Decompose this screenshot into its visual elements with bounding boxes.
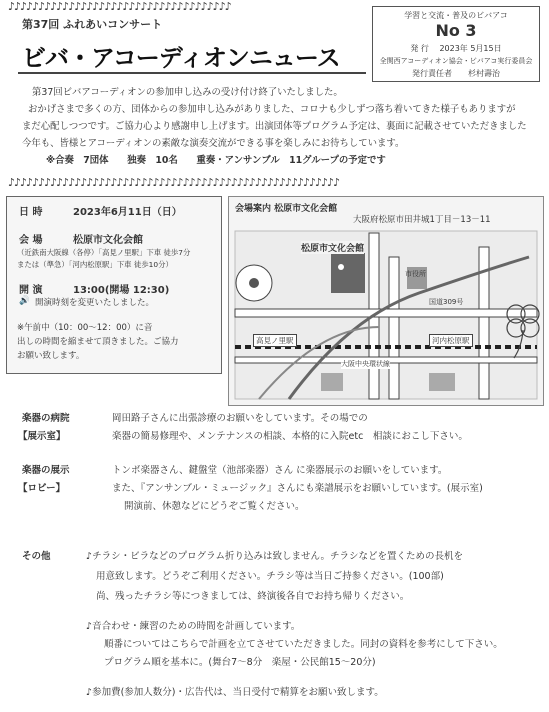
venue-label: 会 場 bbox=[19, 235, 43, 246]
others-text: 順番についてはこちらで計画を立てさせていただきました。同封の資料を参考にして下さい。 bbox=[104, 639, 503, 650]
others-text: 用意致します。どうぞご利用ください。チラシ等は当日ご持参ください。(100部) bbox=[96, 571, 444, 582]
open-time: 13:00(開場 12:30) bbox=[73, 285, 170, 296]
section-sublabel: 【ロビー】 bbox=[18, 483, 66, 494]
section-label: 楽器の病院 bbox=[22, 413, 70, 424]
map-venue-label: 松原市文化会館 bbox=[301, 241, 364, 254]
section-label: 楽器の展示 bbox=[22, 465, 70, 476]
rehearsal-note: ※午前中（10：00〜12：00）に音 bbox=[17, 323, 153, 333]
newsletter-title: ビバ・アコーディオンニュース bbox=[22, 44, 340, 72]
venue-map bbox=[228, 196, 544, 406]
others-text: ♪音合わせ・練習のための時間を計画しています。 bbox=[86, 621, 301, 632]
rehearsal-note: お願い致します。 bbox=[17, 351, 85, 361]
clover-decoration bbox=[500, 300, 544, 360]
section-text: また、『アンサンブル・ミュージック』さんにも楽譜展示をお願いしています。(展示室) bbox=[112, 483, 483, 494]
station-label: 高見ノ里駅 bbox=[253, 334, 297, 347]
speaker-icon: 🔊 bbox=[19, 296, 30, 306]
issue-number: No 3 bbox=[435, 21, 477, 40]
venue-name: 松原市文化会館 bbox=[73, 235, 143, 246]
open-note: 開演時刻を変更いたしました。 bbox=[35, 298, 155, 308]
title-underline bbox=[18, 72, 366, 74]
music-notes-border: ♪♪♪♪♪♪♪♪♪♪♪♪♪♪♪♪♪♪♪♪♪♪♪♪♪♪♪♪♪♪♪♪♪♪♪♪♪ bbox=[8, 0, 231, 13]
others-text: 尚、残ったチラシ等につきましては、終演後各自でお持ち帰りください。 bbox=[96, 591, 410, 602]
map-address: 大阪府松原市田井城1丁目－13－11 bbox=[353, 215, 491, 225]
intro-line: ※合奏 7団体 独奏 10名 重奏・アンサンブル 11グループの予定です bbox=[46, 155, 386, 166]
others-text: ♪チラシ・ビラなどのプログラム折り込みは致しません。チラシなどを置くための長机を bbox=[86, 551, 464, 562]
issue-info-box bbox=[372, 6, 540, 82]
open-label: 開 演 bbox=[19, 285, 43, 296]
others-label: その他 bbox=[22, 551, 51, 562]
event-details-box bbox=[6, 196, 222, 374]
others-text: プログラム順を基本に。(舞台7〜8分 楽屋・公民館15〜20分) bbox=[104, 657, 376, 668]
info-tagline: 学習と交流・普及のビバアコ bbox=[404, 11, 508, 20]
map-drawing bbox=[229, 197, 543, 405]
music-notes-divider: ♪♪♪♪♪♪♪♪♪♪♪♪♪♪♪♪♪♪♪♪♪♪♪♪♪♪♪♪♪♪♪♪♪♪♪♪♪♪♪♪♪♪♪♪♪♪♪♪♪♪♪♪♪♪♪ bbox=[8, 176, 340, 189]
section-text: 開演前、休憩などにどうぞご覧ください。 bbox=[124, 501, 305, 512]
intro-line: 今年も、皆様とアコーディオンの素敵な演奏交流ができる事を楽しみにお待ちしています。 bbox=[22, 138, 405, 149]
station-label: 河内松原駅 bbox=[429, 334, 473, 347]
intro-line: おかげさまで多くの方、団体からの参加申し込みがありました、コロナも少しずつ落ち着いてきた様子もありますが bbox=[28, 104, 516, 115]
concert-name: 第37回 ふれあいコンサート bbox=[22, 18, 163, 31]
access-route-2: または（準急）「河内松原駅」下車 徒歩10分） bbox=[17, 260, 173, 269]
section-text: 岡田路子さんに出張診療のお願いをしています。その場での bbox=[112, 413, 368, 424]
intro-text bbox=[22, 84, 544, 169]
others-text: ♪参加費(参加人数分)・広告代は、当日受付で精算をお願い致します。 bbox=[86, 687, 384, 698]
section-text: 楽器の簡易修理や、メンテナンスの相談、本格的に入院etc 相談におこし下さい。 bbox=[112, 431, 468, 442]
editor: 発行責任者 杉村壽治 bbox=[412, 69, 500, 78]
road-label: 国道309号 bbox=[429, 298, 464, 306]
landmark-label: 市役所 bbox=[405, 270, 426, 278]
road-label: 大阪中央環状線 bbox=[341, 360, 390, 368]
map-title: 会場案内 松原市文化会館 bbox=[235, 204, 338, 214]
event-date: 2023年6月11日（日） bbox=[73, 207, 182, 218]
intro-line: まだ心配しつつです。ご協力心より感謝申し上げます。出演団体等プログラム予定は、裏面に記載させていただきました bbox=[22, 121, 527, 132]
intro-line: 第37回ビバアコーディオンの参加申し込みの受け付け終了いたしました。 bbox=[32, 87, 343, 98]
date-label: 日 時 bbox=[19, 207, 43, 218]
rehearsal-note: 出しの時間を縮ませて頂きました。ご協力 bbox=[17, 337, 179, 347]
section-text: トンボ楽器さん、鍵盤堂（池部楽器）さん に楽器展示のお願いをしています。 bbox=[112, 465, 448, 476]
section-sublabel: 【展示室】 bbox=[18, 431, 66, 442]
publisher: 全関西アコーディオン協会・ビバアコ実行委員会 bbox=[379, 57, 533, 65]
issue-date: 発 行 2023年 5月15日 bbox=[410, 44, 502, 53]
access-route-1: （近鉄南大阪線（各停）「高見ノ里駅」下車 徒歩7分 bbox=[17, 248, 191, 257]
